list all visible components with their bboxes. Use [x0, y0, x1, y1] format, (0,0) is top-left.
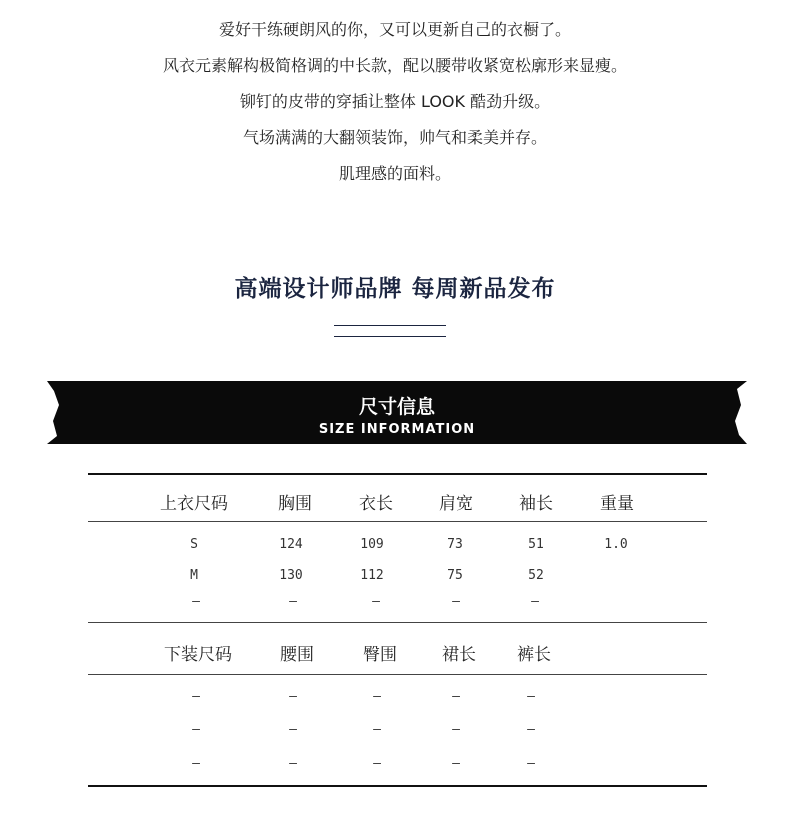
table-cell: 109 [360, 537, 384, 552]
table-cell: — [289, 722, 297, 737]
table-cell: 124 [279, 537, 303, 552]
table-cell: 51 [528, 537, 544, 552]
table-header: 重量 [600, 494, 634, 514]
table-cell: — [452, 722, 460, 737]
banner-title: 尺寸信息 [358, 396, 435, 418]
table-header: 衣长 [359, 494, 393, 514]
table-cell: — [289, 689, 297, 704]
table-cell: — [289, 594, 297, 609]
description-line: 风衣元素解构极简格调的中长款，配以腰带收紧宽松廓形来显瘦。 [162, 56, 627, 75]
table-header: 腰围 [280, 645, 314, 665]
table-top-rule [88, 473, 707, 475]
table-header: 袖长 [519, 494, 553, 514]
description-line: 气场满满的大翻领装饰，帅气和柔美并存。 [242, 128, 547, 147]
table-header-rule [88, 521, 707, 522]
table-header-rule [88, 674, 707, 675]
table-header: 胸围 [278, 494, 312, 514]
table-cell: — [452, 594, 460, 609]
table-cell: — [373, 689, 381, 704]
table-cell: — [289, 756, 297, 771]
table-section-rule [88, 622, 707, 623]
table-header: 上衣尺码 [160, 494, 228, 514]
table-header: 裤长 [517, 645, 551, 665]
table-cell: — [452, 756, 460, 771]
table-cell: — [373, 722, 381, 737]
table-cell: — [527, 689, 535, 704]
table-header: 下装尺码 [164, 645, 232, 665]
decorative-divider [334, 336, 446, 337]
table-cell: — [192, 689, 200, 704]
table-cell: 112 [360, 568, 384, 583]
table-cell: 75 [447, 568, 463, 583]
table-cell: M [190, 568, 198, 583]
banner-subtitle: SIZE INFORMATION [318, 422, 476, 437]
table-cell: — [192, 756, 200, 771]
table-cell: — [527, 756, 535, 771]
description-line: 铆钉的皮带的穿插让整体 LOOK 酷劲升级。 [239, 92, 551, 111]
description-line: 肌理感的面料。 [338, 164, 451, 183]
table-cell: — [192, 722, 200, 737]
description-line: 爱好干练硬朗风的你，又可以更新自己的衣橱了。 [218, 20, 571, 39]
table-header: 肩宽 [439, 494, 473, 514]
size-info-banner [47, 381, 747, 444]
table-cell: — [373, 756, 381, 771]
table-cell: 73 [447, 537, 463, 552]
table-cell: — [531, 594, 539, 609]
table-cell: 52 [528, 568, 544, 583]
table-cell: — [192, 594, 200, 609]
table-cell: — [372, 594, 380, 609]
table-cell: — [452, 689, 460, 704]
table-cell: — [527, 722, 535, 737]
table-bottom-rule [88, 785, 707, 787]
table-header: 裙长 [442, 645, 476, 665]
table-header: 臀围 [363, 645, 397, 665]
table-cell: 1.0 [604, 537, 628, 552]
table-cell: S [190, 537, 198, 552]
brand-tagline: 高端设计师品牌 每周新品发布 [234, 276, 556, 302]
decorative-divider [334, 325, 446, 326]
table-cell: 130 [279, 568, 303, 583]
